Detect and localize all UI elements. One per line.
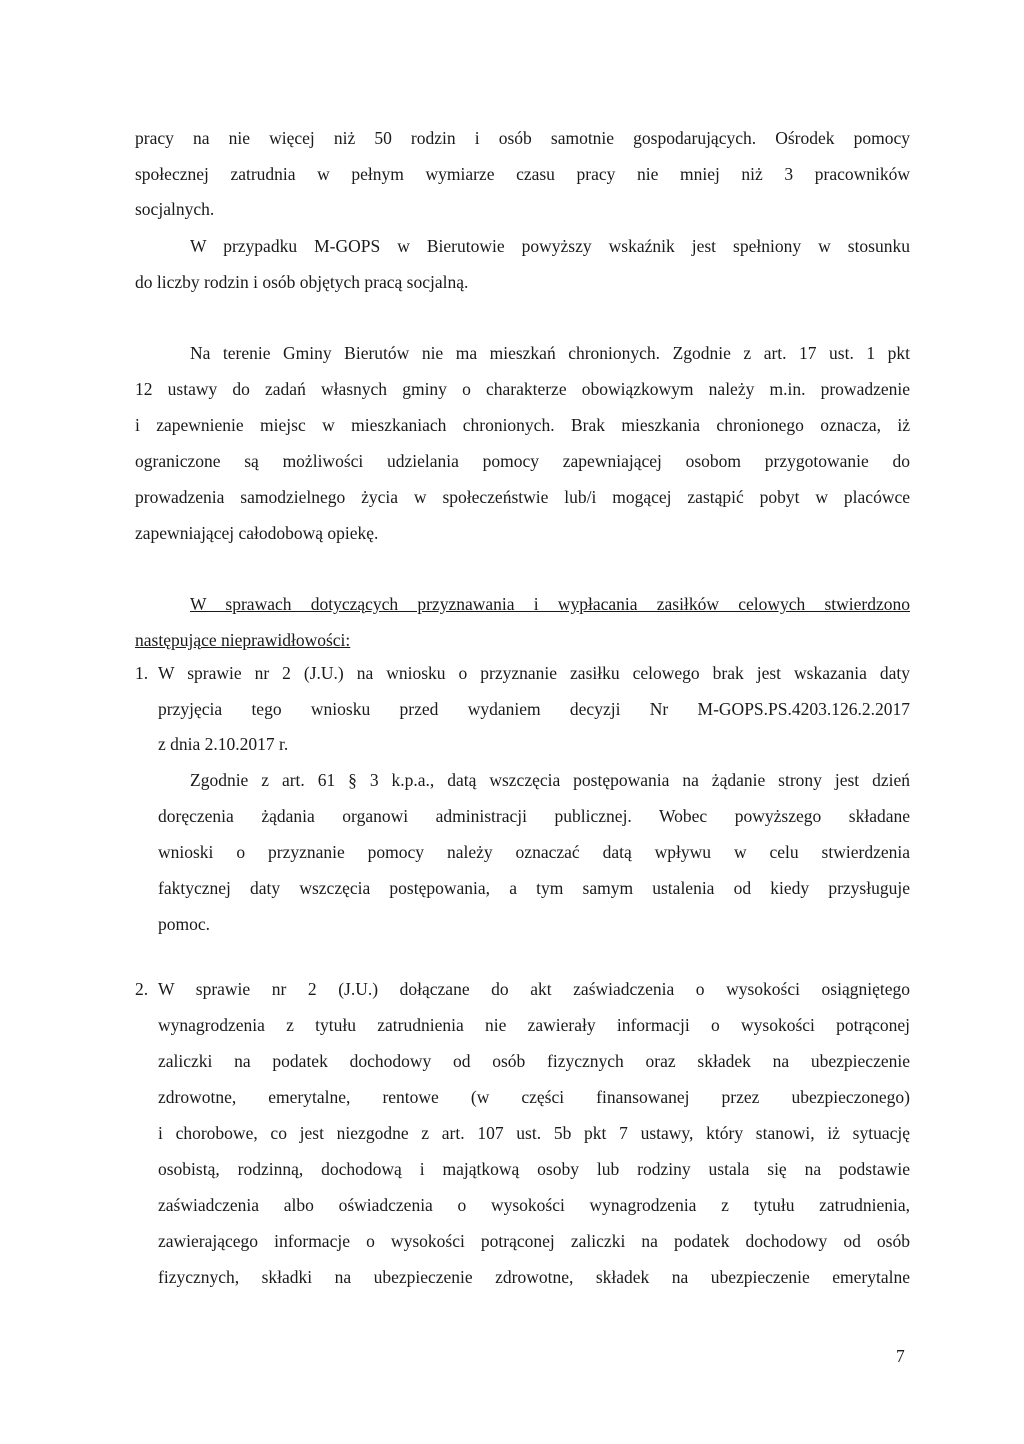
paragraph-3-line-6: zapewniającej całodobową opiekę.	[135, 523, 379, 543]
item-2-line-8: zawierającego informacje o wysokości potrąconej zaliczki na podatek dochodowy od osób	[158, 1231, 910, 1251]
item-1-line-1: W sprawie nr 2 (J.U.) na wniosku o przyznanie zasiłku celowego brak jest wskazania daty	[158, 663, 910, 683]
item-1-sub-line-5: pomoc.	[158, 914, 211, 934]
paragraph-2-line-2: do liczby rodzin i osób objętych pracą socjalną.	[135, 272, 469, 292]
paragraph-3-line-5: prowadzenia samodzielnego życia w społeczeństwie lub/i mogącej zastąpić pobyt w placówce	[135, 487, 910, 507]
item-1-line-3: z dnia 2.10.2017 r.	[158, 734, 289, 754]
page-number: 7	[896, 1346, 905, 1366]
paragraph-3-line-3: i zapewnienie miejsc w mieszkaniach chronionych. Brak mieszkania chronionego oznacza, iż	[135, 415, 910, 435]
item-1-sub-line-4: faktycznej daty wszczęcia postępowania, a tym samym ustalenia od kiedy przysługuje	[158, 878, 910, 898]
paragraph-1-line-1: pracy na nie więcej niż 50 rodzin i osób samotnie gospodarujących. Ośrodek pomocy	[135, 128, 910, 148]
item-1-sub-line-3: wnioski o przyznanie pomocy należy oznaczać datą wpływu w celu stwierdzenia	[158, 842, 910, 862]
item-2-line-7: zaświadczenia albo oświadczenia o wysokości wynagrodzenia z tytułu zatrudnienia,	[158, 1195, 910, 1215]
paragraph-2-line-1: W przypadku M-GOPS w Bierutowie powyższy wskaźnik jest spełniony w stosunku	[190, 236, 910, 256]
paragraph-1-line-2: społecznej zatrudnia w pełnym wymiarze czasu pracy nie mniej niż 3 pracowników	[135, 164, 910, 184]
item-2-line-6: osobistą, rodzinną, dochodową i majątkową osoby lub rodziny ustala się na podstawie	[158, 1159, 910, 1179]
item-1-number: 1.	[135, 663, 149, 683]
item-2-line-2: wynagrodzenia z tytułu zatrudnienia nie zawierały informacji o wysokości potrąconej	[158, 1015, 910, 1035]
item-2-line-4: zdrowotne, emerytalne, rentowe (w części finansowanej przez ubezpieczonego)	[158, 1087, 910, 1107]
item-2-line-1: W sprawie nr 2 (J.U.) dołączane do akt zaświadczenia o wysokości osiągniętego	[158, 979, 910, 999]
paragraph-1-line-3: socjalnych.	[135, 199, 215, 219]
paragraph-3-line-2: 12 ustawy do zadań własnych gminy o charakterze obowiązkowym należy m.in. prowadzenie	[135, 379, 910, 399]
item-2-line-5: i chorobowe, co jest niezgodne z art. 107 ust. 5b pkt 7 ustawy, który stanowi, iż sytuację	[158, 1123, 910, 1143]
paragraph-3-line-1: Na terenie Gminy Bierutów nie ma mieszkań chronionych. Zgodnie z art. 17 ust. 1 pkt	[190, 343, 910, 363]
item-2-line-3: zaliczki na podatek dochodowy od osób fizycznych oraz składek na ubezpieczenie	[158, 1051, 910, 1071]
item-1-sub-line-2: doręczenia żądania organowi administracji publicznej. Wobec powyższego składane	[158, 806, 910, 826]
item-2-number: 2.	[135, 979, 149, 999]
item-1-sub-line-1: Zgodnie z art. 61 § 3 k.p.a., datą wszczęcia postępowania na żądanie strony jest dzień	[190, 770, 910, 790]
section-heading-line-2: następujące nieprawidłowości:	[135, 630, 351, 650]
section-heading-line-1: W sprawach dotyczących przyznawania i wypłacania zasiłków celowych stwierdzono	[190, 594, 910, 614]
item-1-line-2: przyjęcia tego wniosku przed wydaniem decyzji Nr M-GOPS.PS.4203.126.2.2017	[158, 699, 910, 719]
item-2-line-9: fizycznych, składki na ubezpieczenie zdrowotne, składek na ubezpieczenie emerytalne	[158, 1267, 910, 1287]
paragraph-3-line-4: ograniczone są możliwości udzielania pomocy zapewniającej osobom przygotowanie do	[135, 451, 910, 471]
